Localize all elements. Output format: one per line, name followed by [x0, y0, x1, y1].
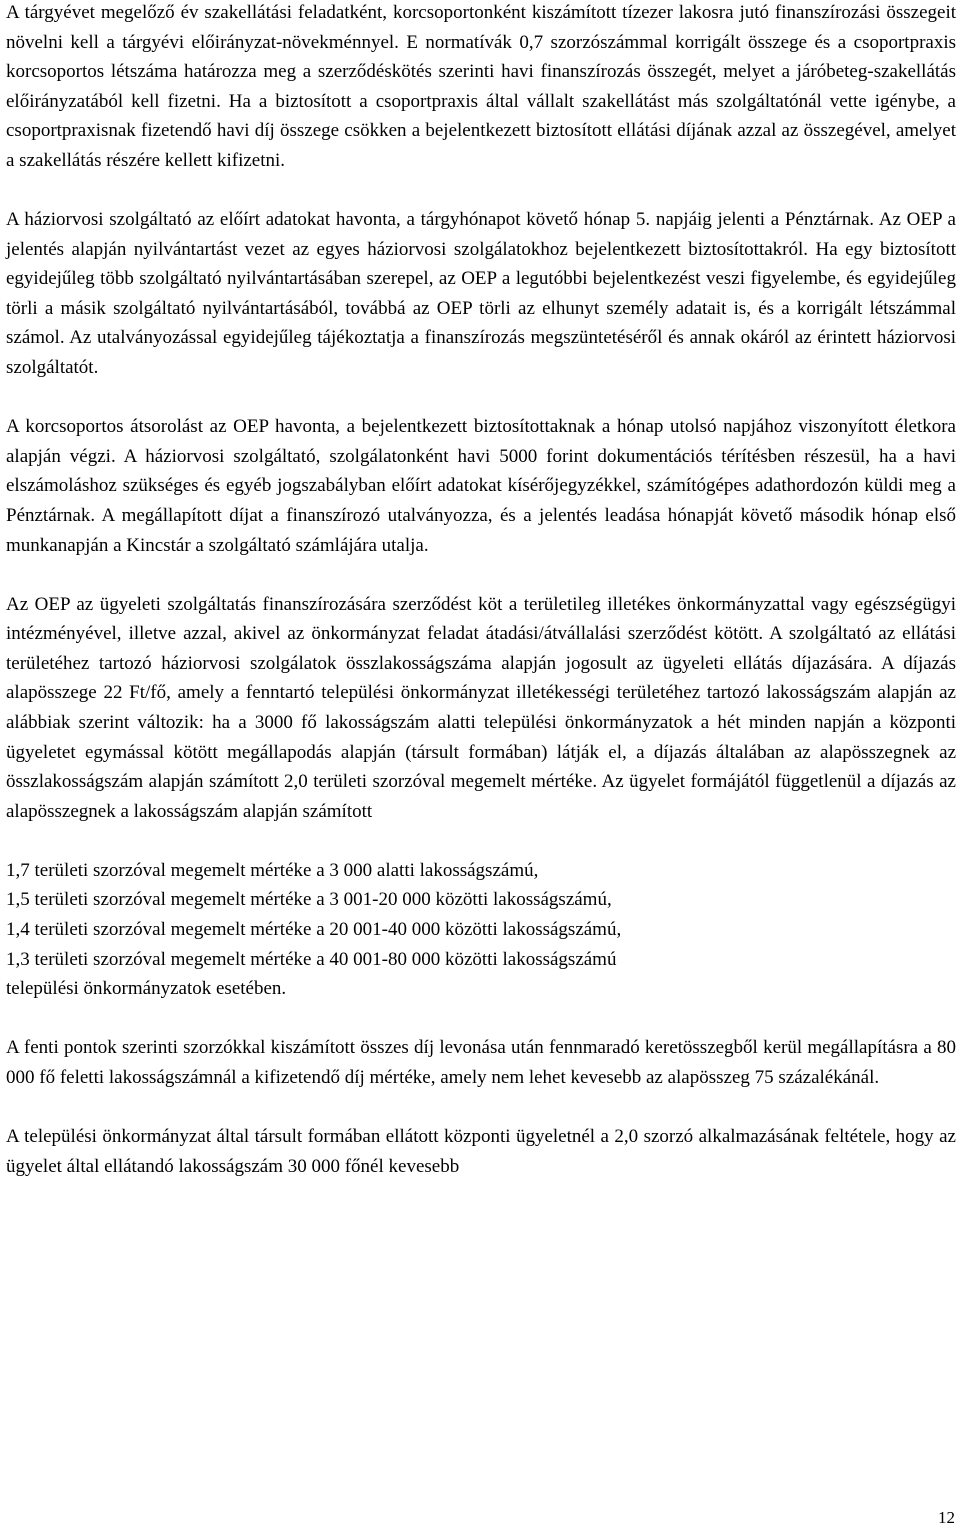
paragraph-on-call-financing: Az OEP az ügyeleti szolgáltatás finanszírozására szerződést köt a területileg illetékes önkormányzattal vagy egészségügyi intézményével, illetve azzal, akivel az önkormányzat feladat átadási/átvállalási szerződést kötött. A szolgáltató az ellátási területéhez tartozó háziorvosi szolgálatok összlakosságszáma alapján jogosult az ügyeleti ellátás díjazására. A díjazás alapösszege 22 Ft/fő, amely a fenntartó települési önkormányzat illetékességi területéhez tartozó lakosságszám alapján az alábbiak szerint változik: ha a 3000 fő lakosságszám alatti települési önkormányzatok a hét minden napján a központi ügyeletet egymással kötött megállapodás alapján (társult formában) látják el, a díjazás általában az alapösszegnek az összlakosságszám alapján számított 2,0 területi szorzóval megemelt mértéke. Az ügyelet formájától függetlenül a díjazás az alapösszegnek a lakosságszám alapján számított [6, 593, 956, 822]
multiplier-list [6, 856, 956, 1004]
paragraph-remaining-budget: A fenti pontok szerinti szorzókkal kiszámított összes díj levonása után fennmaradó keretösszegből kerül megállapításra a 80 000 fő feletti lakosságszámnál a kifizetendő díj mértéke, amely nem lehet kevesebb az alapösszeg 75 százalékánál. [6, 1037, 956, 1088]
paragraph-gp-reporting: A háziorvosi szolgáltató az előírt adatokat havonta, a tárgyhónapot követő hónap 5. napjáig jelenti a Pénztárnak. Az OEP a jelentés alapján nyilvántartást vezet az egyes háziorvosi szolgálatokhoz bejelentkezett biztosítottakról. Ha egy biztosított egyidejűleg több szolgáltató nyilvántartásában szerepel, az OEP a legutóbbi bejelentkezést veszi figyelembe, és egyidejűleg törli a másik szolgáltató nyilvántartásából, továbbá az OEP törli az elhunyt személy adatait is, és a korrigált létszámmal számol. Az utalványozással egyidejűleg tájékoztatja a finanszírozás megszüntetéséről és annak okáról az érintett háziorvosi szolgáltatót. [6, 209, 956, 379]
paragraph-group-practice-financing: A tárgyévet megelőző év szakellátási feladatként, korcsoportonként kiszámított tízezer lakosra jutó finanszírozási összegeit növelni kell a tárgyévi előirányzat-növekménnyel. E normatívák 0,7 szorzószámmal korrigált összege és a csoportpraxis korcsoportos létszáma határozza meg a szerződéskötés szerinti havi finanszírozás összegét, melyet a járóbeteg-szakellátás előirányzatából kell fizetni. Ha a biztosított a csoportpraxis által vállalt szakellátást más szolgáltatónál vette igénybe, a csoportpraxisnak fizetendő havi díj összege csökken a bejelentkezett biztosított ellátási díjának azzal az összegével, amelyet a szakellátás részére kellett kifizetni. [6, 2, 956, 171]
paragraph-central-on-call-condition: A települési önkormányzat által társult formában ellátott központi ügyeletnél a 2,0 szorzó alkalmazásának feltétele, hogy az ügyelet által ellátandó lakosságszám 30 000 főnél kevesebb [6, 1126, 956, 1177]
list-item: 1,4 területi szorzóval megemelt mértéke a 20 001-40 000 közötti lakosságszámú, [6, 919, 622, 941]
list-item: 1,3 területi szorzóval megemelt mértéke a 40 001-80 000 közötti lakosságszámú [6, 948, 617, 970]
list-item: települési önkormányzatok esetében. [6, 978, 287, 1000]
list-item: 1,7 területi szorzóval megemelt mértéke a 3 000 alatti lakosságszámú, [6, 859, 539, 881]
document-page [6, 0, 956, 1181]
list-item: 1,5 területi szorzóval megemelt mértéke a 3 001-20 000 közötti lakosságszámú, [6, 889, 612, 911]
paragraph-age-group-classification: A korcsoportos átsorolást az OEP havonta, a bejelentkezett biztosítottaknak a hónap utolsó napjához viszonyított életkora alapján végzi. A háziorvosi szolgáltató, szolgálatonként havi 5000 forint dokumentációs térítésben részesül, ha a havi elszámoláshoz szükséges és egyéb jogszabályban előírt adatokat kísérőjegyzékkel, számítógépes adathordozón küldi meg a Pénztárnak. A megállapított díjat a finanszírozó utalványozza, és a jelentés leadása hónapját követő második hónap első munkanapján a Kincstár a szolgáltató számlájára utalja. [6, 416, 956, 556]
page-number: 12 [938, 1508, 955, 1527]
